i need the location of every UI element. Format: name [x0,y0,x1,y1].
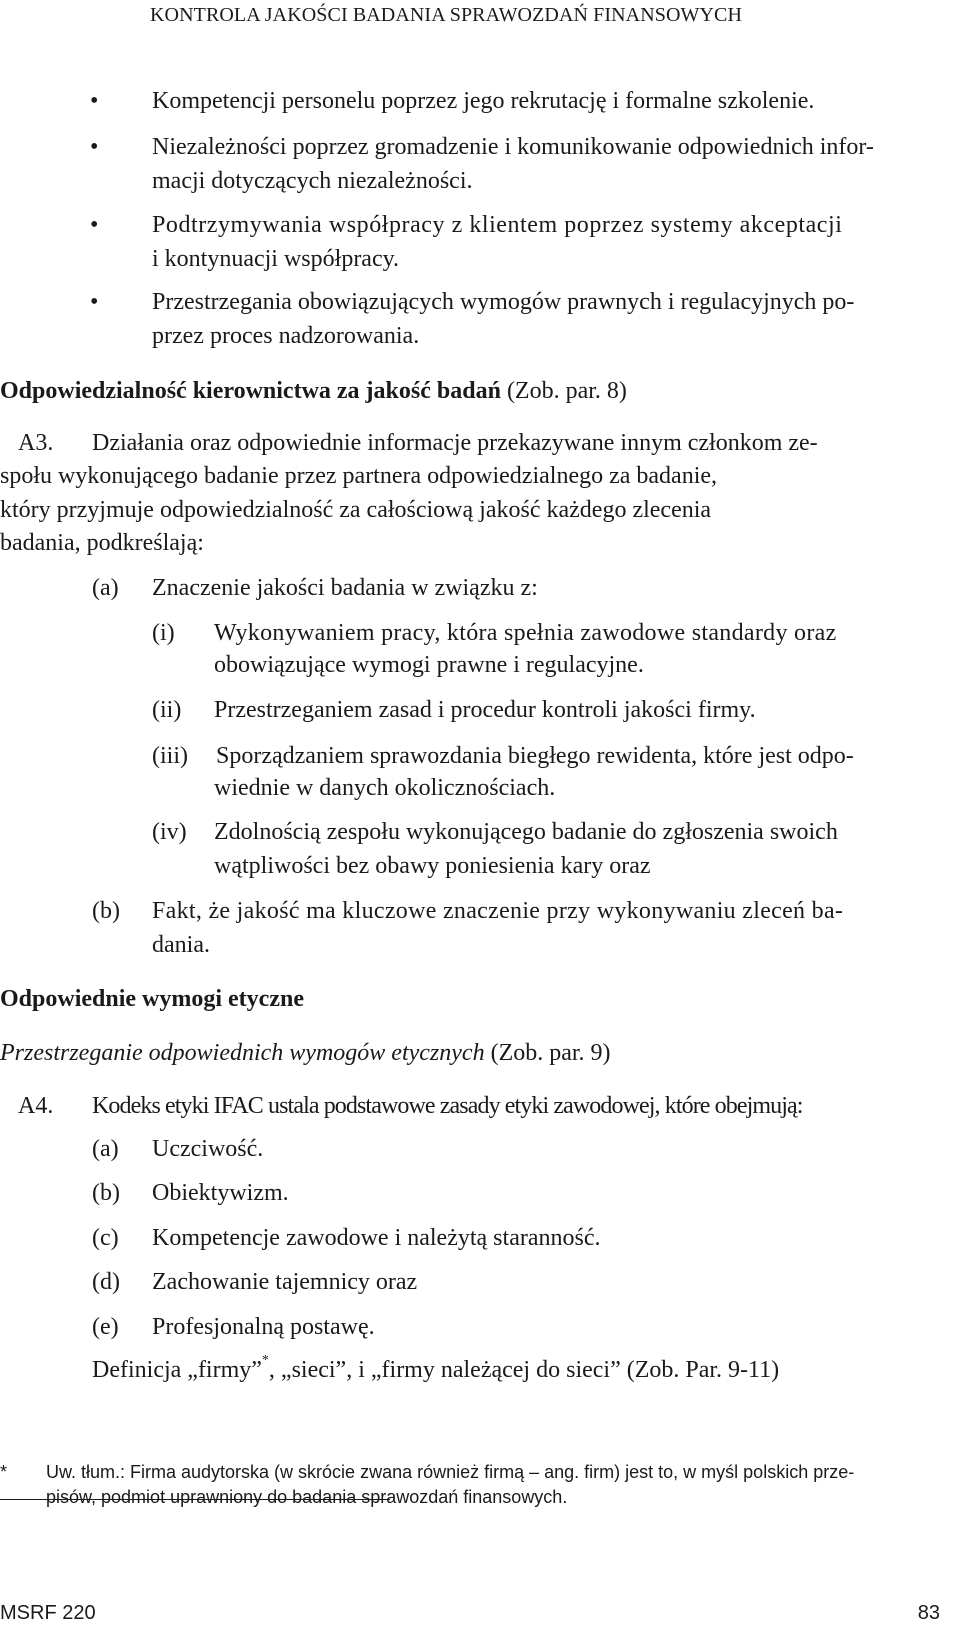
a3-sub-iv-line-2: wątpliwości bez obawy poniesienia kary oraz [214,853,651,879]
a3-line-4: badania, podkreślają: [0,530,204,556]
subsection-ref: (Zob. par. 9) [484,1040,611,1066]
a3-item-b-line-1: Fakt, że jakość ma kluczowe znaczenie przy wykonywaniu zleceń ba- [152,898,844,924]
bullet-item-2-line-2: macji dotyczących niezależności. [152,168,473,194]
bullet-icon: • [90,88,99,114]
running-header: KONTROLA JAKOŚCI BADANIA SPRAWOZDAŃ FINANSOWYCH [150,4,743,26]
definition-heading [92,1353,780,1384]
definition-part-2: , „sieci”, i „firmy należącej do sieci” (Zob. Par. 9-11) [268,1357,780,1383]
a3-sub-ii-line-1: Przestrzeganiem zasad i procedur kontroli jakości firmy. [214,697,756,723]
bullet-icon: • [90,134,99,160]
a3-sub-iii-label: (iii) [152,743,188,769]
footnote-reference: * [261,1353,269,1368]
a3-sub-i-line-1: Wykonywaniem pracy, która spełnia zawodowe standardy oraz [214,620,837,646]
a4-item-e-text: Profesjonalną postawę. [152,1314,375,1340]
a4-item-e-label: (e) [92,1314,119,1340]
a3-sub-i-label: (i) [152,620,175,646]
a4-item-b-text: Obiektywizm. [152,1180,289,1206]
section-heading-management-responsibility [0,378,627,405]
subsection-heading-italic: Przestrzeganie odpowiednich wymogów etycznych [0,1040,485,1066]
a4-item-c-text: Kompetencje zawodowe i należytą staranność. [152,1225,601,1251]
a4-item-b-label: (b) [92,1180,120,1206]
a4-item-c-label: (c) [92,1225,119,1251]
a3-sub-ii-label: (ii) [152,697,182,723]
bullet-item-4-line-2: przez proces nadzorowania. [152,323,420,349]
footer-document-id: MSRF 220 [0,1602,96,1624]
a3-line-3: który przyjmuje odpowiedzialność za całościową jakość każdego zlecenia [0,497,712,523]
a3-line-1: Działania oraz odpowiednie informacje przekazywane innym członkom ze- [92,430,818,456]
bullet-item-2-line-1: Niezależności poprzez gromadzenie i komunikowanie odpowiednich infor- [152,134,874,160]
bullet-item-4-line-1: Przestrzegania obowiązujących wymogów prawnych i regulacyjnych po- [152,289,855,315]
bullet-item-3-line-2: i kontynuacji współpracy. [152,246,400,272]
a3-item-a-text: Znaczenie jakości badania w związku z: [152,575,538,601]
subsection-heading-ethics-compliance [0,1040,611,1067]
paragraph-number-a3: A3. [18,430,54,456]
a4-text: Kodeks etyki IFAC ustala podstawowe zasady etyki zawodowej, które obejmują: [92,1093,803,1119]
section-heading-bold: Odpowiedzialność kierownictwa za jakość badań [0,378,501,404]
a3-item-a-label: (a) [92,575,119,601]
a3-sub-iii-line-2: wiednie w danych okolicznościach. [214,775,556,801]
footnote-line-1: Uw. tłum.: Firma audytorska (w skrócie zwana również firmą – ang. firm) jest to, w myśl polskich prze- [46,1462,855,1482]
bullet-icon: • [90,212,99,238]
definition-part-1: Definicja „firmy” [92,1357,262,1383]
a3-sub-i-line-2: obowiązujące wymogi prawne i regulacyjne. [214,652,644,678]
bullet-item-3-line-1: Podtrzymywania współpracy z klientem poprzez systemy akceptacji [152,212,843,238]
a3-sub-iv-line-1: Zdolnością zespołu wykonującego badanie do zgłoszenia swoich [214,819,838,845]
a4-item-d-label: (d) [92,1269,120,1295]
footnote-mark: * [0,1462,8,1482]
a3-item-b-line-2: dania. [152,932,210,958]
section-ref: (Zob. par. 8) [500,378,627,404]
bullet-item-1-line-1: Kompetencji personelu poprzez jego rekrutację i formalne szkolenie. [152,88,815,114]
paragraph-number-a4: A4. [18,1093,54,1119]
a3-item-b-label: (b) [92,898,120,924]
a3-line-2: społu wykonującego badanie przez partnera odpowiedzialnego za badanie, [0,463,718,489]
footnote-line-2: pisów, podmiot uprawniony do badania sprawozdań finansowych. [46,1487,568,1507]
page-number: 83 [917,1602,940,1624]
a3-sub-iv-label: (iv) [152,819,187,845]
a4-item-d-text: Zachowanie tajemnicy oraz [152,1269,418,1295]
section-heading-ethical-requirements: Odpowiednie wymogi etyczne [0,986,304,1012]
bullet-icon: • [90,289,99,315]
a3-sub-iii-line-1: Sporządzaniem sprawozdania biegłego rewidenta, które jest odpo- [216,743,854,769]
a4-item-a-label: (a) [92,1136,119,1162]
a4-item-a-text: Uczciwość. [152,1136,264,1162]
